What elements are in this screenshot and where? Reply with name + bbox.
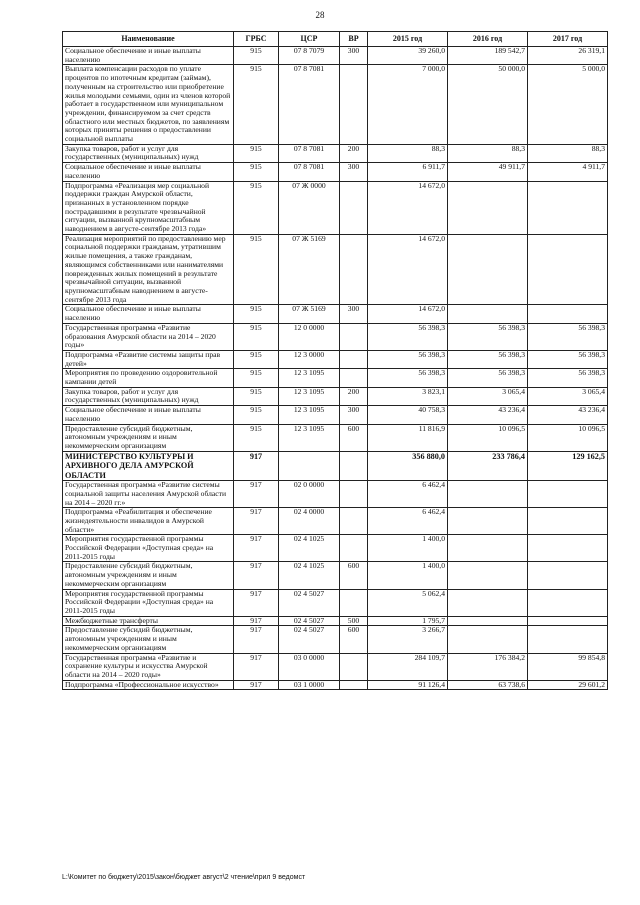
row-vr-cell: 300 [340, 163, 368, 181]
row-2017-cell [528, 481, 608, 508]
table-row [63, 234, 608, 305]
table-row [63, 508, 608, 535]
row-vr-cell [340, 680, 368, 690]
row-2015-cell: 3 266,7 [368, 626, 448, 653]
table-row [63, 616, 608, 626]
row-vr-cell [340, 234, 368, 305]
row-name-cell: Закупка товаров, работ и услуг для государственных (муниципальных) нужд [63, 387, 234, 405]
row-2016-cell [448, 181, 528, 234]
row-2017-cell: 99 854,8 [528, 653, 608, 680]
row-grbs-cell: 917 [234, 508, 279, 535]
row-2017-cell [528, 535, 608, 562]
row-2015-cell: 40 758,3 [368, 406, 448, 424]
row-2017-cell: 4 911,7 [528, 163, 608, 181]
row-2017-cell: 10 096,5 [528, 424, 608, 451]
row-name-cell: Закупка товаров, работ и услуг для государственных (муниципальных) нужд [63, 144, 234, 162]
row-csr-cell: 07 8 7079 [279, 47, 340, 65]
row-csr-cell: 02 4 5027 [279, 626, 340, 653]
row-name-cell: Социальное обеспечение и иные выплаты населению [63, 406, 234, 424]
row-2015-cell: 88,3 [368, 144, 448, 162]
row-grbs-cell: 917 [234, 562, 279, 589]
row-2017-cell [528, 305, 608, 323]
row-csr-cell: 02 4 0000 [279, 508, 340, 535]
row-2015-cell: 1 400,0 [368, 535, 448, 562]
row-vr-cell [340, 508, 368, 535]
table-row [63, 181, 608, 234]
column-header: ГРБС [234, 32, 279, 47]
row-csr-cell: 07 8 7081 [279, 163, 340, 181]
table-row [63, 163, 608, 181]
column-header: 2015 год [368, 32, 448, 47]
row-vr-cell: 300 [340, 47, 368, 65]
row-name-cell: Мероприятия государственной программы Российской Федерации «Доступная среда» на 2011-2015 годы [63, 589, 234, 616]
row-2016-cell: 63 738,6 [448, 680, 528, 690]
row-name-cell: Предоставление субсидий бюджетным, автономным учреждениям и иным некоммерческим организациям [63, 562, 234, 589]
row-2016-cell: 43 236,4 [448, 406, 528, 424]
table-row [63, 350, 608, 368]
column-header: Наименование [63, 32, 234, 47]
row-vr-cell [340, 481, 368, 508]
row-2016-cell [448, 481, 528, 508]
table-row [63, 535, 608, 562]
table-row [63, 144, 608, 162]
row-2016-cell: 88,3 [448, 144, 528, 162]
row-2015-cell: 6 911,7 [368, 163, 448, 181]
row-grbs-cell: 915 [234, 163, 279, 181]
row-name-cell: Предоставление субсидий бюджетным, автономным учреждениям и иным некоммерческим организациям [63, 626, 234, 653]
row-name-cell: Подпрограмма «Реабилитация и обеспечение жизнедеятельности инвалидов в Амурской области» [63, 508, 234, 535]
row-2017-cell: 56 398,3 [528, 369, 608, 387]
table-row [63, 680, 608, 690]
row-name-cell: Социальное обеспечение и иные выплаты населению [63, 305, 234, 323]
table-row [63, 305, 608, 323]
row-2016-cell: 189 542,7 [448, 47, 528, 65]
table-row [63, 481, 608, 508]
row-grbs-cell: 915 [234, 181, 279, 234]
row-csr-cell: 02 4 1025 [279, 562, 340, 589]
row-2016-cell: 176 384,2 [448, 653, 528, 680]
row-2016-cell [448, 508, 528, 535]
table-row [63, 65, 608, 144]
row-grbs-cell: 915 [234, 387, 279, 405]
row-grbs-cell: 915 [234, 47, 279, 65]
row-csr-cell: 07 Ж 0000 [279, 181, 340, 234]
row-2015-cell: 39 260,0 [368, 47, 448, 65]
table-row [63, 47, 608, 65]
table-row [63, 626, 608, 653]
row-2015-cell: 3 823,1 [368, 387, 448, 405]
row-2016-cell: 10 096,5 [448, 424, 528, 451]
row-vr-cell [340, 653, 368, 680]
row-csr-cell: 12 3 1095 [279, 387, 340, 405]
table-row [63, 653, 608, 680]
row-csr-cell: 02 4 1025 [279, 535, 340, 562]
row-2016-cell: 50 000,0 [448, 65, 528, 144]
row-grbs-cell: 915 [234, 144, 279, 162]
row-grbs-cell: 915 [234, 305, 279, 323]
row-grbs-cell: 917 [234, 680, 279, 690]
row-2015-cell: 56 398,3 [368, 350, 448, 368]
row-2016-cell [448, 305, 528, 323]
row-2017-cell: 5 000,0 [528, 65, 608, 144]
row-2015-cell: 5 062,4 [368, 589, 448, 616]
row-grbs-cell: 915 [234, 65, 279, 144]
row-vr-cell: 500 [340, 616, 368, 626]
row-name-cell: Выплата компенсации расходов по уплате процентов по ипотечным кредитам (займам), полученным на строительство или приобретение жилья молодыми семьями, один из членов которой работает в государственном или муниципальном учреждении, финансируемом за счет средств областного или местных бюджетов, по заявлениям которых приняты решения о предоставлении социальной выплаты [63, 65, 234, 144]
row-2016-cell [448, 234, 528, 305]
row-csr-cell: 03 1 0000 [279, 680, 340, 690]
table-row [63, 406, 608, 424]
row-grbs-cell: 915 [234, 406, 279, 424]
row-2017-cell [528, 616, 608, 626]
row-2017-cell: 129 162,5 [528, 451, 608, 481]
row-2015-cell: 7 000,0 [368, 65, 448, 144]
row-vr-cell [340, 369, 368, 387]
table-row [63, 562, 608, 589]
column-header: 2016 год [448, 32, 528, 47]
row-vr-cell: 200 [340, 144, 368, 162]
table-header-row [63, 32, 608, 47]
row-name-cell: Государственная программа «Развитие образования Амурской области на 2014 – 2020 годы» [63, 323, 234, 350]
row-2015-cell: 14 672,0 [368, 234, 448, 305]
row-2017-cell: 88,3 [528, 144, 608, 162]
row-vr-cell: 200 [340, 387, 368, 405]
row-2015-cell: 56 398,3 [368, 369, 448, 387]
row-grbs-cell: 915 [234, 323, 279, 350]
row-csr-cell: 12 3 1095 [279, 406, 340, 424]
row-2017-cell [528, 234, 608, 305]
row-2016-cell [448, 626, 528, 653]
row-2016-cell [448, 589, 528, 616]
row-grbs-cell: 915 [234, 234, 279, 305]
table-row [63, 589, 608, 616]
row-name-cell: Подпрограмма «Профессиональное искусство» [63, 680, 234, 690]
row-csr-cell [279, 451, 340, 481]
row-2015-cell: 6 462,4 [368, 481, 448, 508]
row-2016-cell: 49 911,7 [448, 163, 528, 181]
row-vr-cell [340, 589, 368, 616]
table-row [63, 387, 608, 405]
table-row [63, 323, 608, 350]
row-grbs-cell: 915 [234, 369, 279, 387]
row-2017-cell [528, 626, 608, 653]
row-grbs-cell: 917 [234, 653, 279, 680]
row-2015-cell: 14 672,0 [368, 305, 448, 323]
row-2016-cell: 3 065,4 [448, 387, 528, 405]
row-2017-cell: 56 398,3 [528, 323, 608, 350]
row-csr-cell: 12 3 1095 [279, 369, 340, 387]
row-csr-cell: 12 0 0000 [279, 323, 340, 350]
row-csr-cell: 07 8 7081 [279, 65, 340, 144]
row-vr-cell [340, 65, 368, 144]
row-2015-cell: 91 126,4 [368, 680, 448, 690]
row-csr-cell: 02 4 5027 [279, 589, 340, 616]
row-name-cell: Предоставление субсидий бюджетным, автономным учреждениям и иным некоммерческим организациям [63, 424, 234, 451]
row-2017-cell: 3 065,4 [528, 387, 608, 405]
row-2017-cell: 56 398,3 [528, 350, 608, 368]
row-2017-cell: 43 236,4 [528, 406, 608, 424]
row-csr-cell: 12 3 1095 [279, 424, 340, 451]
row-vr-cell: 600 [340, 424, 368, 451]
file-path-footer: L:\Комитет по бюджету\2015\закон\бюджет август\2 чтение\прил 9 ведомст [62, 874, 306, 881]
row-grbs-cell: 917 [234, 481, 279, 508]
row-csr-cell: 02 0 0000 [279, 481, 340, 508]
row-grbs-cell: 917 [234, 616, 279, 626]
row-vr-cell [340, 350, 368, 368]
row-csr-cell: 07 Ж 5169 [279, 305, 340, 323]
row-2016-cell: 56 398,3 [448, 350, 528, 368]
row-2016-cell: 56 398,3 [448, 369, 528, 387]
table-row [63, 424, 608, 451]
row-2015-cell: 284 109,7 [368, 653, 448, 680]
column-header: ВР [340, 32, 368, 47]
row-vr-cell: 300 [340, 305, 368, 323]
row-grbs-cell: 917 [234, 451, 279, 481]
row-vr-cell [340, 535, 368, 562]
table-body [63, 47, 608, 690]
row-csr-cell: 03 0 0000 [279, 653, 340, 680]
column-header: ЦСР [279, 32, 340, 47]
row-grbs-cell: 917 [234, 535, 279, 562]
row-grbs-cell: 917 [234, 589, 279, 616]
row-2015-cell: 1 400,0 [368, 562, 448, 589]
row-2017-cell: 29 601,2 [528, 680, 608, 690]
row-2017-cell [528, 181, 608, 234]
row-vr-cell [340, 323, 368, 350]
row-name-cell: Подпрограмма «Развитие системы защиты прав детей» [63, 350, 234, 368]
row-2016-cell [448, 535, 528, 562]
row-name-cell: Государственная программа «Развитие системы социальной защиты населения Амурской области на 2014 – 2020 гг.» [63, 481, 234, 508]
row-2015-cell: 356 880,0 [368, 451, 448, 481]
row-grbs-cell: 915 [234, 350, 279, 368]
row-2017-cell [528, 589, 608, 616]
row-vr-cell: 600 [340, 626, 368, 653]
row-csr-cell: 07 8 7081 [279, 144, 340, 162]
row-2017-cell: 26 319,1 [528, 47, 608, 65]
row-2017-cell [528, 562, 608, 589]
row-name-cell: Мероприятия государственной программы Российской Федерации «Доступная среда» на 2011-2015 годы [63, 535, 234, 562]
page-number: 28 [315, 10, 325, 20]
row-csr-cell: 07 Ж 5169 [279, 234, 340, 305]
row-2017-cell [528, 508, 608, 535]
row-name-cell: Мероприятия по проведению оздоровительной кампании детей [63, 369, 234, 387]
row-vr-cell [340, 181, 368, 234]
row-2015-cell: 11 816,9 [368, 424, 448, 451]
row-csr-cell: 02 4 5027 [279, 616, 340, 626]
row-vr-cell [340, 451, 368, 481]
row-2015-cell: 1 795,7 [368, 616, 448, 626]
row-2016-cell: 233 786,4 [448, 451, 528, 481]
row-grbs-cell: 915 [234, 424, 279, 451]
budget-table [62, 31, 608, 690]
row-grbs-cell: 917 [234, 626, 279, 653]
row-name-cell: Подпрограмма «Реализация мер социальной поддержки граждан Амурской области, признанных в установленном порядке пострадавшими в результате чрезвычайной ситуации, вызванной крупномасштабным наводнением в августе-сентябре 2013 года» [63, 181, 234, 234]
row-name-cell: Межбюджетные трансферты [63, 616, 234, 626]
row-name-cell: МИНИСТЕРСТВО КУЛЬТУРЫ И АРХИВНОГО ДЕЛА АМУРСКОЙ ОБЛАСТИ [63, 451, 234, 481]
row-2015-cell: 6 462,4 [368, 508, 448, 535]
row-vr-cell: 600 [340, 562, 368, 589]
row-name-cell: Реализация мероприятий по предоставлению мер социальной поддержки гражданам, утратившим жилые помещения, а также гражданам, являющимся собственниками или нанимателями поврежденных жилых помещений в результате чрезвычайной ситуации, вызванной крупномасштабным наводнением в августе-сентябре 2013 года [63, 234, 234, 305]
row-2015-cell: 14 672,0 [368, 181, 448, 234]
row-name-cell: Государственная программа «Развитие и сохранение культуры и искусства Амурской области на 2014 – 2020 годы» [63, 653, 234, 680]
row-csr-cell: 12 3 0000 [279, 350, 340, 368]
row-2016-cell: 56 398,3 [448, 323, 528, 350]
row-2016-cell [448, 616, 528, 626]
row-name-cell: Социальное обеспечение и иные выплаты населению [63, 47, 234, 65]
row-2016-cell [448, 562, 528, 589]
row-name-cell: Социальное обеспечение и иные выплаты населению [63, 163, 234, 181]
table-row [63, 369, 608, 387]
column-header: 2017 год [528, 32, 608, 47]
row-2015-cell: 56 398,3 [368, 323, 448, 350]
table-row [63, 451, 608, 481]
row-vr-cell: 300 [340, 406, 368, 424]
